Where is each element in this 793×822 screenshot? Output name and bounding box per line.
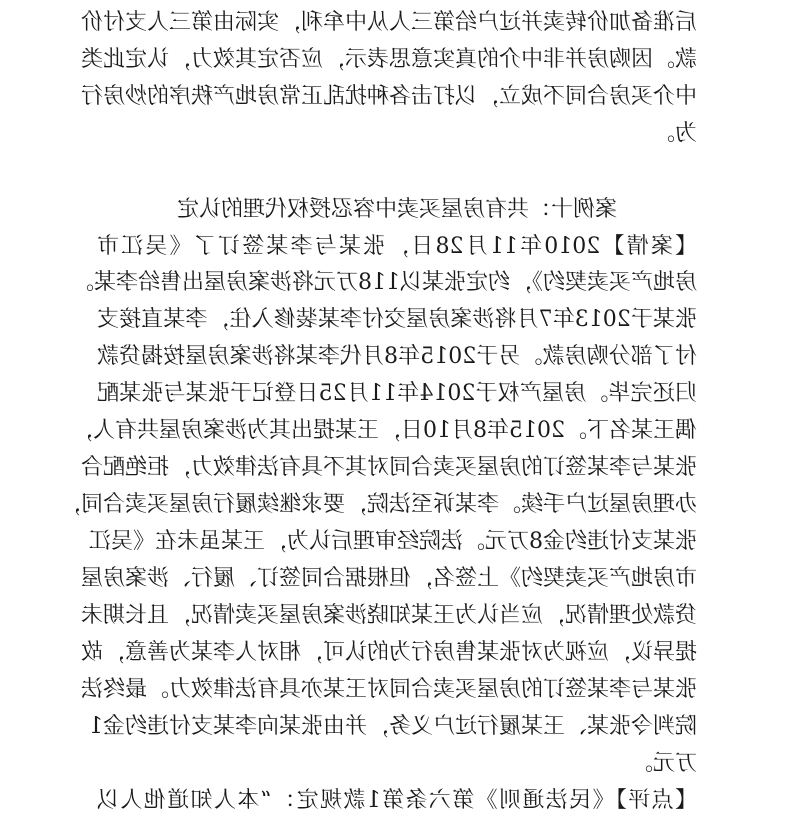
comment-line: 【点评】《民法通则》第六条第1款规定：“本人知道他人以 — [97, 788, 697, 813]
case-body-line: 张某支付违约金8万元。法院经审理后认为，王某虽未在《吴江 — [89, 529, 697, 554]
case-body-line: 市房地产买卖契约》上签名，但根据合同签订、履行、涉案房屋 — [80, 566, 697, 591]
case-body-line: 贷款处理情况，应当认为王某知晓涉案房屋买卖情况，且长期未 — [80, 603, 697, 628]
case-body-line: 万元。 — [630, 751, 697, 776]
case-body-line: 提异议，应视为对张某售房行为的认可，相对人李某为善意，故 — [80, 640, 697, 665]
case-body-line: 张某于2013年7月将涉案房屋交付李某装修入住，李某直接支 — [97, 307, 697, 332]
paragraph-line: 款。因购房并非中介的真实意思表示，应否定其效力，认定此类 — [80, 47, 697, 72]
paragraph-line: 后准备加价转卖并过户给第三人从中牟利，实际由第三人支付价 — [80, 10, 697, 35]
case-body-line: 办理房屋过户手续。李某诉至法院，要求继续履行房屋买卖合同， — [58, 492, 697, 517]
case-body-line: 归还完毕。房屋产权于2014年11月25日登记于张某与张某配 — [97, 381, 697, 406]
case-body-line: 付了部分购房款。另于2015年8月代李某将涉案房屋按揭贷款 — [97, 344, 697, 369]
case-body-line: 张某与李某签订的房屋买卖合同对其不具有法律效力，拒绝配合 — [80, 455, 697, 480]
case-body-line: 偶王某名下。2015年8月10日，王某提出其为涉案房屋共有人， — [71, 418, 697, 443]
case-body-line: 院判令张某、王某履行过户义务，并由张某向李某支付违约金1 — [89, 714, 697, 739]
case-body-line: 【案情】2010年11月28日，张某与李某签订了《吴江市 — [97, 234, 697, 259]
case-title: 案例十：共有房屋买卖中容忍授权代理的认定 — [177, 197, 618, 222]
case-body-line: 房地产买卖契约》，约定张某以118万元将涉案房屋出售给李某。 — [72, 270, 697, 295]
paragraph-line: 为。 — [652, 121, 697, 146]
case-body-line: 张某与李某签订的房屋买卖合同对王某亦具有法律效力。最终法 — [80, 677, 697, 702]
paragraph-line: 中介买房合同不成立，以打击各种扰乱正常房地产秩序的炒房行 — [80, 84, 697, 109]
